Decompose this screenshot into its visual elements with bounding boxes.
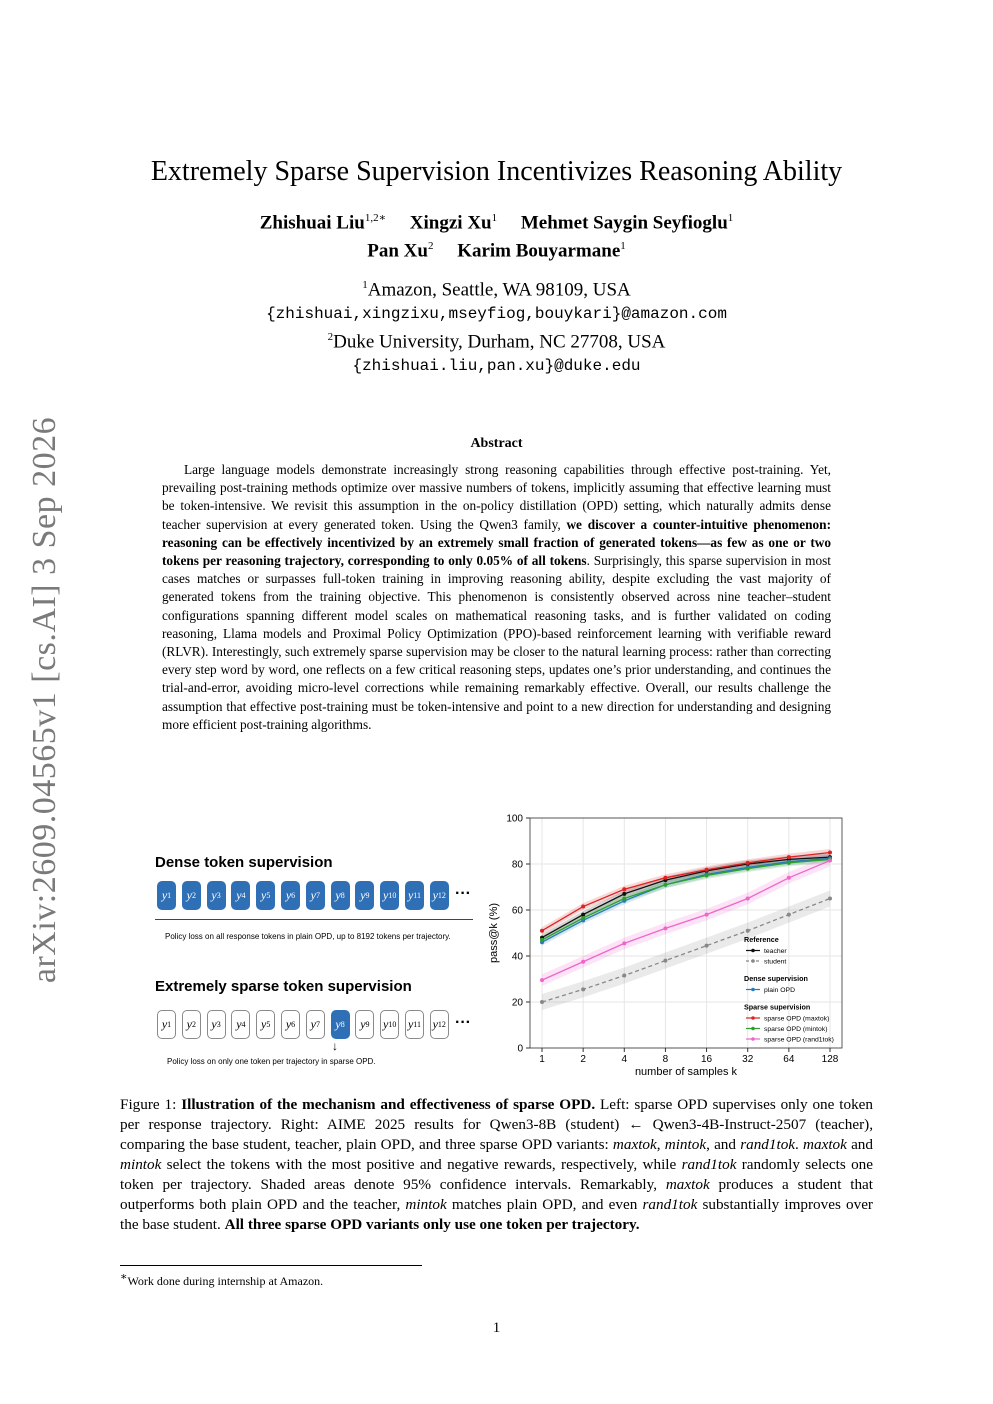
token-y6: y 6 bbox=[281, 881, 300, 910]
legend-marker bbox=[751, 949, 755, 953]
x-axis-label: number of samples k bbox=[634, 1066, 738, 1078]
point-sparse-opd-mintok bbox=[622, 897, 626, 901]
point-sparse-opd-rand1tok bbox=[705, 913, 709, 917]
authors-line-2: Pan Xu$^2$ Karim Bouyarmane$^1$ bbox=[367, 240, 626, 262]
point-sparse-opd-maxtok bbox=[705, 868, 709, 872]
chart-grid bbox=[530, 818, 842, 1048]
token-y12: y 12 bbox=[430, 881, 449, 910]
sparse-token-row bbox=[157, 1010, 449, 1039]
point-sparse-opd-rand1tok bbox=[828, 859, 832, 863]
y-tick-label: 60 bbox=[511, 905, 523, 917]
legend-marker bbox=[751, 1027, 755, 1031]
legend-group-title: Sparse supervision bbox=[744, 1002, 811, 1012]
legend-marker bbox=[751, 988, 755, 992]
legend-label: student bbox=[764, 958, 787, 966]
point-sparse-opd-maxtok bbox=[787, 855, 791, 859]
token-y1: y 1 bbox=[157, 1010, 176, 1039]
point-student bbox=[828, 897, 832, 901]
point-teacher bbox=[622, 892, 626, 896]
legend-label: sparse OPD (mintok) bbox=[764, 1026, 828, 1033]
point-sparse-opd-rand1tok bbox=[581, 960, 585, 964]
x-tick-label: 2 bbox=[580, 1054, 586, 1065]
point-sparse-opd-maxtok bbox=[663, 876, 667, 880]
point-student bbox=[540, 1000, 544, 1004]
dense-token-row bbox=[157, 881, 449, 910]
dense-note: Policy loss on all response tokens in plain OPD, up to 8192 tokens per trajectory. bbox=[165, 932, 451, 941]
legend-label: plain OPD bbox=[764, 987, 795, 994]
token-y4: y 4 bbox=[231, 881, 250, 910]
x-tick-label: 8 bbox=[662, 1054, 669, 1065]
point-sparse-opd-mintok bbox=[705, 874, 709, 878]
email-2: {zhishuai.liu,pan.xu}@duke.edu bbox=[352, 357, 641, 375]
author-name: Karim Bouyarmane bbox=[457, 240, 621, 262]
token-y10: y 10 bbox=[380, 1010, 399, 1039]
selected-token-arrow: ↓ bbox=[332, 1039, 338, 1053]
y-tick-label: 80 bbox=[511, 859, 523, 871]
y-tick-label: 20 bbox=[511, 997, 523, 1009]
token-y2: y 2 bbox=[182, 1010, 201, 1039]
point-sparse-opd-maxtok bbox=[746, 861, 750, 865]
y-tick-label: 40 bbox=[511, 951, 523, 963]
token-y9: y 9 bbox=[355, 881, 374, 910]
legend-marker bbox=[751, 1016, 755, 1020]
token-y8: y 8 bbox=[331, 881, 350, 910]
legend-label: sparse OPD (rand1tok) bbox=[764, 1036, 834, 1044]
point-sparse-opd-rand1tok bbox=[746, 897, 750, 901]
page-number: 1 bbox=[492, 1320, 501, 1336]
token-y4: y 4 bbox=[231, 1010, 250, 1039]
dense-ellipsis: ··· bbox=[455, 885, 471, 902]
point-sparse-opd-maxtok bbox=[828, 851, 832, 855]
token-y2: y 2 bbox=[182, 881, 201, 910]
point-sparse-opd-mintok bbox=[663, 883, 667, 887]
point-sparse-opd-rand1tok bbox=[622, 941, 626, 945]
legend-label: teacher bbox=[764, 948, 787, 955]
point-sparse-opd-mintok bbox=[787, 861, 791, 865]
point-student bbox=[787, 913, 791, 917]
author-name: Xingzi Xu bbox=[409, 212, 492, 234]
arxiv-identifier: arXiv:2609.04565v1 [cs.AI] 3 Sep 2026 bbox=[26, 416, 63, 984]
plot-area bbox=[530, 818, 842, 1048]
x-tick-label: 1 bbox=[539, 1054, 545, 1065]
point-sparse-opd-rand1tok bbox=[663, 926, 667, 930]
dense-title: Dense token supervision bbox=[155, 854, 333, 871]
token-y7: y 7 bbox=[306, 1010, 325, 1039]
token-y11: y 11 bbox=[405, 881, 424, 910]
author-name: Zhishuai Liu bbox=[259, 212, 365, 234]
x-tick-label: 128 bbox=[821, 1054, 839, 1065]
figure-caption: Figure 1: Illustration of the mechanism and effectiveness of sparse OPD. Left: sparse OPD supervises only one token per response trajectory. Right: AIME 2025 results for Qwen3-8B (student) ← Qwen3-4B-Instruct-2507 (teacher), comparing the base student, teacher, plain OPD, and three sparse OPD variants: maxtok, mintok, and rand1tok. maxtok and mintok select the tokens with the most positive and negative rewards, respectively, while rand1tok randomly selects one token per trajectory. Shaded areas denote 95% confidence intervals. Remarkably, maxtok produces a student that outperforms both plain OPD and the teacher, mintok matches plain OPD, and even rand1tok substantially improves over the base student. All three sparse OPD variants only use one token per trajectory. bbox=[120, 1096, 874, 1233]
x-tick-label: 64 bbox=[783, 1054, 795, 1065]
token-y10: y 10 bbox=[380, 881, 399, 910]
author-name: Mehmet Saygin Seyfioglu bbox=[520, 212, 728, 234]
affiliation-1: $^1$Amazon, Seattle, WA 98109, USA bbox=[362, 279, 631, 301]
point-sparse-opd-rand1tok bbox=[787, 876, 791, 880]
sparse-ellipsis: ··· bbox=[455, 1014, 471, 1031]
y-axis-label: pass@k (%) bbox=[488, 902, 500, 964]
token-y9: y 9 bbox=[355, 1010, 374, 1039]
token-y5: y 5 bbox=[256, 881, 275, 910]
point-student bbox=[581, 987, 585, 991]
y-tick-label: 100 bbox=[506, 813, 523, 825]
affiliation-2: $^2$Duke University, Durham, NC 27708, USA bbox=[327, 331, 666, 353]
point-student bbox=[746, 929, 750, 933]
legend-marker bbox=[751, 1037, 755, 1041]
token-supervision-diagram bbox=[155, 852, 475, 1072]
token-y11: y 11 bbox=[405, 1010, 424, 1039]
point-teacher bbox=[581, 913, 585, 917]
legend-marker bbox=[751, 959, 755, 963]
token-y6: y 6 bbox=[281, 1010, 300, 1039]
token-y7: y 7 bbox=[306, 881, 325, 910]
abstract-body: Large language models demonstrate increasingly strong reasoning capabilities through effective post-training. Yet, prevailing post-training methods optimize over massive numbers of tokens, implicitly assuming that effective learning must be token-intensive. We revisit this assumption in the on-policy distillation (OPD) setting, which naturally admits dense teacher supervision at every generated token. Using the Qwen3 family, we discover a counter-intuitive phenomenon: reasoning can be effectively incentivized by an extremely small fraction of generated tokens—as few as one or two tokens per reasoning trajectory, corresponding to only 0.05% of all tokens. Surprisingly, this sparse supervision in most cases matches or surpasses full-token training in improving reasoning ability, despite excluding the vast majority of generated tokens from the training objective. This phenomenon is consistently observed across nine teacher–student configurations spanning different model scales on mathematical reasoning tasks, and is further validated on coding reasoning, Llama models and Proximal Policy Optimization (PPO)-based reinforcement learning with verifiable reward (RLVR). Interestingly, such extremely sparse supervision may be closer to the natural learning process: rather than correcting every step word by word, one reflects on a few critical reasoning steps, updates one’s prior understanding, and continues the trial-and-error, avoiding micro-level corrections while remaining remarkably effective. Overall, our results challenge the assumption that effective post-training must be token-intensive and point to a new direction for understanding and designing more efficient post-training algorithms. bbox=[162, 462, 832, 732]
dense-divider bbox=[155, 919, 473, 920]
email-1: {zhishuai,xingzixu,mseyfiog,bouykari}@amazon.com bbox=[266, 305, 727, 323]
author-name: Pan Xu bbox=[367, 240, 428, 262]
legend-label: sparse OPD (maxtok) bbox=[764, 1015, 830, 1023]
x-tick-label: 32 bbox=[742, 1054, 754, 1065]
point-sparse-opd-maxtok bbox=[540, 929, 544, 933]
point-student bbox=[663, 959, 667, 963]
point-sparse-opd-mintok bbox=[581, 916, 585, 920]
token-y5: y 5 bbox=[256, 1010, 275, 1039]
token-y3: y 3 bbox=[207, 881, 226, 910]
point-student bbox=[622, 974, 626, 978]
point-sparse-opd-rand1tok bbox=[540, 978, 544, 982]
token-y3: y 3 bbox=[207, 1010, 226, 1039]
point-sparse-opd-maxtok bbox=[581, 905, 585, 909]
token-y12: y 12 bbox=[430, 1010, 449, 1039]
pass-at-k-chart bbox=[482, 810, 852, 1080]
paper-title: Extremely Sparse Supervision Incentivizes Reasoning Ability bbox=[150, 156, 843, 187]
authors-line-1: Zhishuai Liu$^{1,2∗}$ Xingzi Xu$^1$ Mehmet Saygin Seyfioglu$^1$ bbox=[259, 212, 734, 234]
legend-group-title: Reference bbox=[744, 935, 779, 944]
point-student bbox=[705, 944, 709, 948]
abstract-heading: Abstract bbox=[470, 436, 523, 451]
token-y1: y 1 bbox=[157, 881, 176, 910]
footnote: ∗Work done during internship at Amazon. bbox=[120, 1271, 324, 1288]
sparse-note: Policy loss on only one token per trajectory in sparse OPD. bbox=[167, 1057, 376, 1066]
footnote-rule bbox=[120, 1265, 422, 1266]
x-tick-label: 16 bbox=[701, 1054, 713, 1065]
point-sparse-opd-maxtok bbox=[622, 887, 626, 891]
legend-group-title: Dense supervision bbox=[744, 974, 808, 983]
x-tick-label: 4 bbox=[621, 1054, 628, 1065]
y-tick-label: 0 bbox=[517, 1043, 523, 1055]
point-sparse-opd-mintok bbox=[746, 867, 750, 871]
point-sparse-opd-mintok bbox=[540, 938, 544, 942]
token-y8: y 8 bbox=[331, 1010, 350, 1039]
sparse-title: Extremely sparse token supervision bbox=[155, 978, 412, 995]
